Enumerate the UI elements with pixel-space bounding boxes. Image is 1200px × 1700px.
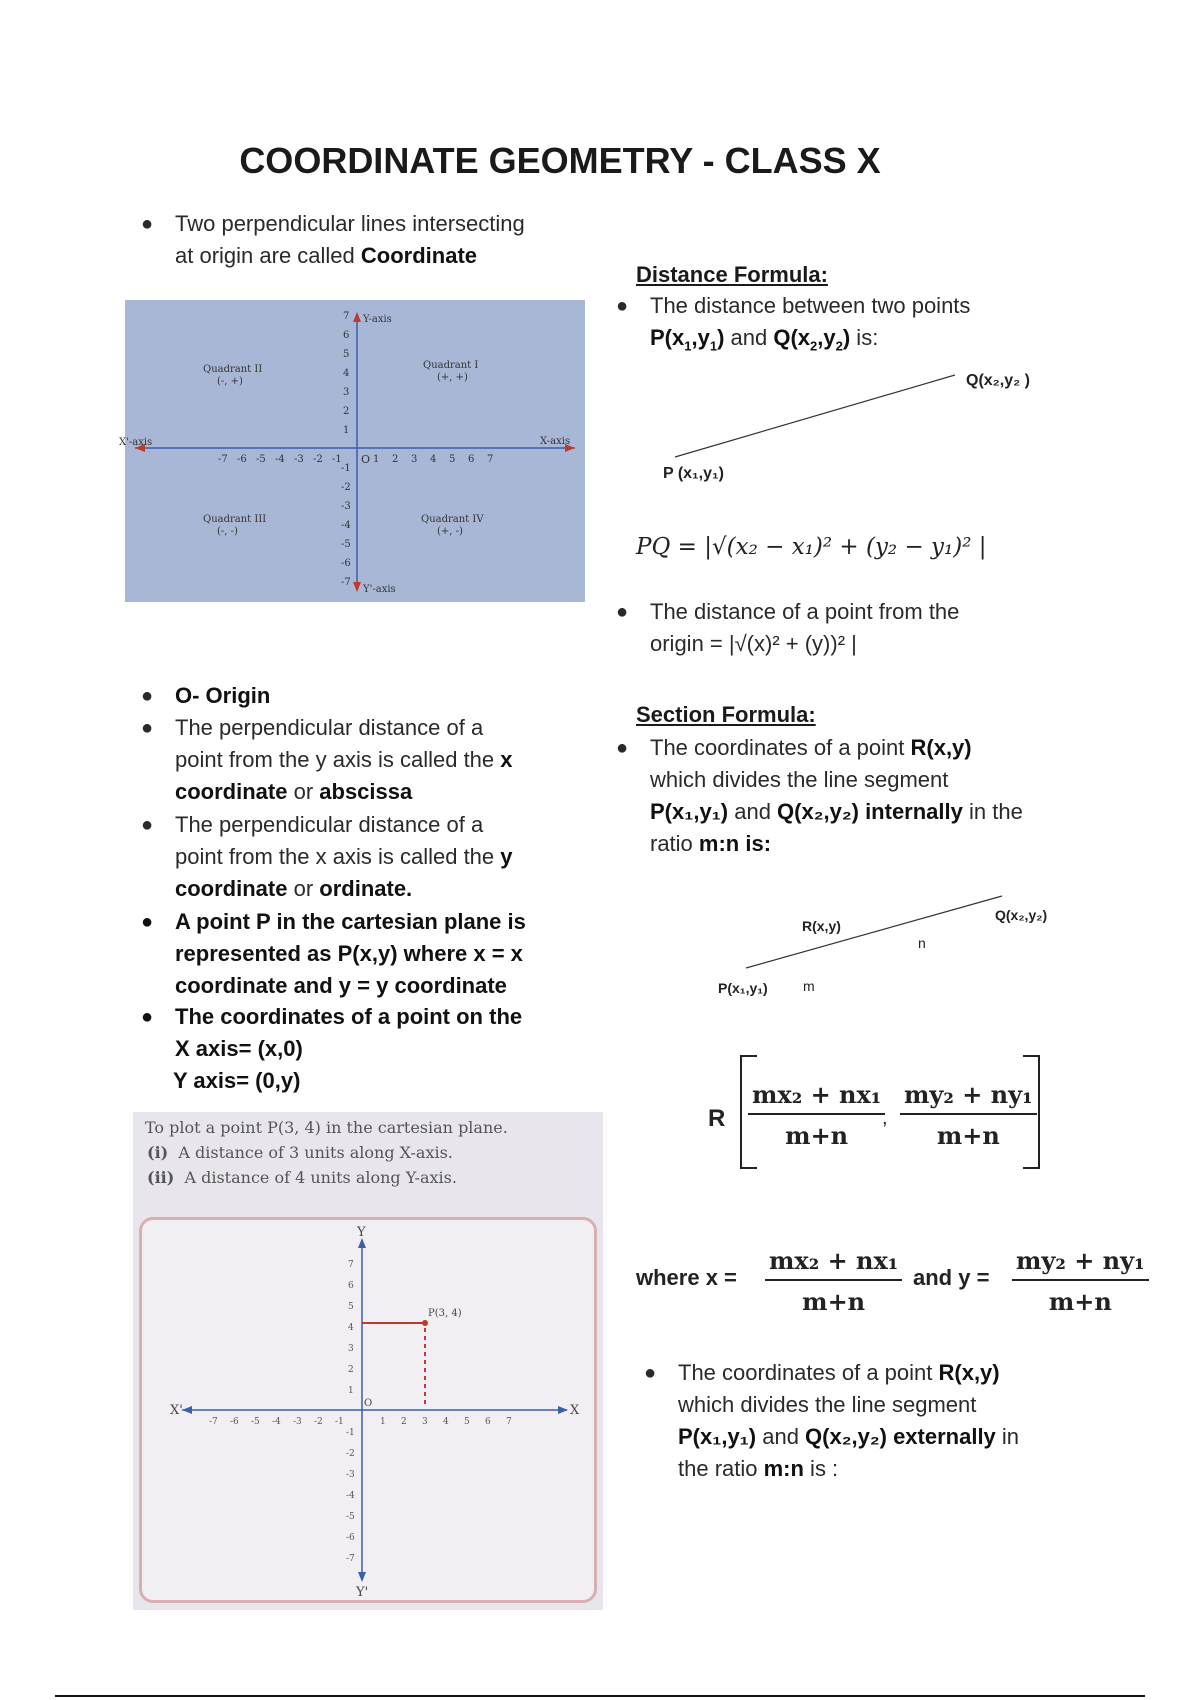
- axes-y-neg-tick: -2: [341, 482, 351, 493]
- axis-line1: The coordinates of a point on the: [175, 1004, 523, 1029]
- section-r-label: R(x,y): [802, 918, 841, 934]
- origin-distance-bullet: [616, 596, 1120, 660]
- plot-x-label: X: [570, 1403, 580, 1418]
- plot-y-tick: 4: [348, 1323, 354, 1333]
- section-formula-heading: Section Formula:: [636, 702, 816, 727]
- section-m-label: m: [803, 978, 815, 994]
- plot-x-neg-tick: -7: [209, 1417, 218, 1427]
- section-and: and: [728, 799, 778, 824]
- plot-x-tick: 3: [422, 1417, 428, 1427]
- plot-step2: [147, 1168, 457, 1187]
- fraction-y-num: my₂ + ny₁: [900, 1080, 1037, 1115]
- y-coord-bold2: ordinate.: [319, 876, 413, 901]
- step1-num: (i): [147, 1143, 169, 1162]
- axes-y-tick: 1: [343, 425, 350, 436]
- where-fraction-x: [765, 1246, 902, 1316]
- external-ratio: the ratio: [678, 1456, 764, 1481]
- section-line1-bold: R(x,y): [910, 735, 972, 760]
- pq-formula: PQ = |√(x₂ − x₁)² + (y₂ − y₁)² |: [636, 534, 987, 560]
- section-fraction-x: [748, 1080, 885, 1150]
- fraction-y-den: m+n: [936, 1121, 1000, 1150]
- y-coord-line1: The perpendicular distance of a: [175, 812, 484, 837]
- plot-x-tick: 7: [506, 1417, 512, 1427]
- y-axis-label: Y-axis: [363, 314, 392, 325]
- external-p: P(x₁,y₁): [678, 1424, 757, 1449]
- external-ratio-bold: m:n: [763, 1456, 804, 1481]
- axis-line2: X axis= (x,0): [175, 1036, 303, 1061]
- bullet-dot: ●: [141, 814, 154, 836]
- plot-y-neg-tick: -2: [346, 1449, 355, 1459]
- x-coord-bold2: abscissa: [319, 779, 413, 804]
- q3-label: Quadrant III: [203, 514, 267, 525]
- section-ratio-bold: m:n is:: [698, 831, 772, 856]
- x-coord-line2: point from the y axis is called the: [175, 747, 501, 772]
- fraction-x-num: mx₂ + nx₁: [748, 1080, 885, 1115]
- and-y-label: and y =: [913, 1265, 990, 1290]
- plot-x-tick: 6: [485, 1417, 491, 1427]
- fraction-comma: ,: [882, 1107, 888, 1129]
- plot-y-neg-tick: -1: [346, 1428, 355, 1438]
- axes-y-tick: 4: [343, 368, 350, 379]
- distance-is: is:: [850, 325, 879, 350]
- plot-y-tick: 1: [348, 1386, 354, 1396]
- axes-x-neg-tick: -3: [294, 454, 304, 465]
- axes-y-tick: 7: [343, 311, 350, 322]
- plot-step1: [147, 1143, 453, 1162]
- external-line2: which divides the line segment: [678, 1392, 977, 1417]
- plot-y-tick: 3: [348, 1344, 354, 1354]
- distance-p-label: P (x₁,y₁): [663, 465, 724, 482]
- x-coordinate-bullet: [141, 712, 595, 808]
- y-coord-line2: point from the x axis is called the: [175, 844, 501, 869]
- plot-y-neg-label: Y': [356, 1585, 369, 1600]
- section-n-label: n: [918, 935, 926, 951]
- intro-line2: at origin are called: [175, 243, 361, 268]
- axis-points-bullet: [141, 1001, 605, 1097]
- x-coord-line1: The perpendicular distance of a: [175, 715, 484, 740]
- distance-formula-heading: Distance Formula:: [636, 262, 828, 287]
- y-coordinate-bullet: [141, 809, 595, 905]
- origin-bullet: [141, 680, 595, 712]
- x-coord-bold1: coordinate: [175, 779, 288, 804]
- bullet-dot: ●: [616, 295, 629, 317]
- plot-y-tick: 6: [348, 1281, 354, 1291]
- point-bullet: [141, 906, 605, 1002]
- axes-ticks: [218, 311, 493, 588]
- where-y-fraction: [1012, 1246, 1149, 1316]
- plot-ticks: [209, 1260, 512, 1564]
- section-fraction-y: [900, 1080, 1037, 1150]
- q1-sign: (+, +): [437, 372, 468, 383]
- plot-point-p: [422, 1320, 428, 1326]
- axes-y-neg-tick: -1: [341, 463, 351, 474]
- where-fraction-y-den: m+n: [1048, 1287, 1112, 1316]
- footer-rule: [55, 1695, 1145, 1697]
- bullet-dot: ●: [141, 213, 154, 235]
- plot-x-tick: 5: [464, 1417, 470, 1427]
- section-p: P(x₁,y₁): [650, 799, 729, 824]
- fraction-y: [900, 1080, 1037, 1150]
- plot-x-arrow-icon: [558, 1406, 568, 1414]
- bullet-dot: ●: [616, 737, 629, 759]
- plot-y-neg-tick: -5: [346, 1512, 355, 1522]
- where-fraction-y-num: my₂ + ny₁: [1012, 1246, 1149, 1281]
- section-r-symbol: R: [708, 1105, 726, 1132]
- y-arrow-icon: [353, 312, 361, 322]
- external-q: Q(x₂,y₂): [805, 1424, 887, 1449]
- plot-frame: [139, 1217, 597, 1603]
- axes-y-neg-tick: -7: [341, 577, 351, 588]
- axes-photo: [119, 300, 585, 602]
- plot-y-tick: 2: [348, 1365, 354, 1375]
- x-neg-axis-label: X'-axis: [119, 437, 153, 448]
- intro-line1: Two perpendicular lines intersecting: [175, 211, 525, 236]
- distance-bullet: [616, 290, 1110, 362]
- axes-x-tick: 6: [468, 454, 475, 465]
- section-ratio: ratio: [650, 831, 699, 856]
- plot-x-neg-tick: -5: [251, 1417, 260, 1427]
- distance-p: $P(x_1,y_1)$: [650, 325, 725, 354]
- point-line1: A point P in the cartesian plane is: [175, 909, 526, 934]
- external-bullet: [644, 1357, 1118, 1485]
- plot-y-neg-arrow-icon: [358, 1572, 366, 1582]
- origin-distance-line1: The distance of a point from the: [650, 599, 960, 624]
- q4-sign: (+, -): [437, 526, 463, 537]
- q3-sign: (-, -): [217, 526, 238, 537]
- plot-origin-label: O: [364, 1398, 373, 1409]
- axes-x-tick: 3: [411, 454, 418, 465]
- plot-x-neg-tick: -6: [230, 1417, 239, 1427]
- bullet-dot: ●: [644, 1362, 657, 1384]
- fraction-x: [748, 1080, 885, 1150]
- axes-y-tick: 5: [343, 349, 350, 360]
- distance-q-label: Q(x₂,y₂ ): [966, 372, 1031, 389]
- where-x-label: where x =: [636, 1265, 737, 1290]
- distance-segment: [675, 375, 955, 457]
- step2-num: (ii): [147, 1168, 175, 1187]
- plot-photo: [133, 1112, 603, 1610]
- plot-y-neg-tick: -3: [346, 1470, 355, 1480]
- axes-y-neg-tick: -5: [341, 539, 351, 550]
- plot-y-tick: 7: [348, 1260, 354, 1270]
- axes-x-neg-tick: -1: [332, 454, 342, 465]
- where-fraction-y: [1012, 1246, 1149, 1316]
- q1-label: Quadrant I: [423, 360, 479, 371]
- q4-label: Quadrant IV: [421, 514, 484, 525]
- plot-x-neg-tick: -2: [314, 1417, 323, 1427]
- origin-label: O: [361, 453, 371, 466]
- external-and: and: [756, 1424, 806, 1449]
- where-fraction-x-den: m+n: [802, 1287, 866, 1316]
- bullet-dot: ●: [616, 601, 629, 623]
- intro-bullet: [141, 208, 595, 272]
- axes-x-neg-tick: -7: [218, 454, 228, 465]
- distance-and: and: [724, 325, 774, 350]
- plot-x-neg-arrow-icon: [182, 1406, 192, 1414]
- axes-x-neg-tick: -6: [237, 454, 247, 465]
- fraction-x-den: m+n: [785, 1121, 849, 1150]
- section-diagram: [740, 890, 1010, 970]
- q2-label: Quadrant II: [203, 364, 263, 375]
- axes-x-tick: 2: [392, 454, 399, 465]
- x-axis-label: X-axis: [540, 436, 571, 447]
- axes-y-neg-tick: -3: [341, 501, 351, 512]
- external-externally: externally: [886, 1424, 996, 1449]
- bullet-dot: ●: [141, 685, 154, 707]
- where-fraction-x-num: mx₂ + nx₁: [765, 1246, 902, 1281]
- section-segment: [746, 896, 1002, 968]
- distance-line1: The distance between two points: [650, 293, 971, 318]
- origin-distance-formula: origin = |√(x)² + (y))² |: [650, 631, 857, 656]
- section-in-the: in the: [962, 799, 1023, 824]
- plot-y-label: Y: [357, 1225, 366, 1240]
- bullet-dot: ●: [141, 911, 154, 933]
- x-coord-line2-bold: x: [500, 747, 513, 772]
- axes-x-neg-tick: -5: [256, 454, 266, 465]
- plot-point-label: P(3, 4): [428, 1308, 462, 1319]
- axes-y-tick: 6: [343, 330, 350, 341]
- external-is: is :: [803, 1456, 839, 1481]
- axes-x-tick: 4: [430, 454, 437, 465]
- plot-y-neg-tick: -4: [346, 1491, 355, 1501]
- axes-diagram: [119, 300, 585, 602]
- plot-x-neg-label: X': [170, 1403, 183, 1418]
- section-internally: internally: [858, 799, 963, 824]
- y-coord-or: or: [287, 876, 320, 901]
- axes-x-neg-tick: -4: [275, 454, 285, 465]
- section-p-label: P(x₁,y₁): [718, 980, 768, 996]
- bullet-dot: ●: [141, 1006, 154, 1028]
- bullet-dot: ●: [141, 717, 154, 739]
- plot-x-neg-tick: -1: [335, 1417, 344, 1427]
- point-line2: represented as P(x,y) where x = x: [175, 941, 523, 966]
- external-line1-bold: R(x,y): [938, 1360, 1000, 1385]
- section-bullet: [616, 732, 1120, 860]
- section-line1: The coordinates of a point: [650, 735, 911, 760]
- external-line1: The coordinates of a point: [678, 1360, 939, 1385]
- axes-x-neg-tick: -2: [313, 454, 323, 465]
- plot-diagram: [142, 1220, 594, 1600]
- step2-text: A distance of 4 units along Y-axis.: [184, 1168, 457, 1187]
- distance-diagram: [660, 365, 960, 465]
- section-q: Q(x₂,y₂): [777, 799, 859, 824]
- origin-text: O- Origin: [175, 683, 271, 708]
- step1-text: A distance of 3 units along X-axis.: [178, 1143, 453, 1162]
- y-coord-bold1: coordinate: [175, 876, 288, 901]
- page-title: COORDINATE GEOMETRY - CLASS X: [239, 140, 881, 181]
- plot-x-neg-tick: -4: [272, 1417, 281, 1427]
- axes-x-tick: 1: [373, 454, 380, 465]
- plot-x-tick: 2: [401, 1417, 407, 1427]
- axes-x-tick: 7: [487, 454, 494, 465]
- external-in: in: [995, 1424, 1020, 1449]
- plot-heading: To plot a point P(3, 4) in the cartesian plane.: [145, 1118, 508, 1137]
- y-coord-line2-bold: y: [500, 844, 513, 869]
- y-neg-arrow-icon: [353, 582, 361, 592]
- plot-y-tick: 5: [348, 1302, 354, 1312]
- plot-x-neg-tick: -3: [293, 1417, 302, 1427]
- y-neg-axis-label: Y'-axis: [363, 584, 396, 595]
- axes-x-tick: 5: [449, 454, 456, 465]
- axes-y-tick: 2: [343, 406, 350, 417]
- plot-x-tick: 1: [380, 1417, 386, 1427]
- axes-y-neg-tick: -4: [341, 520, 351, 531]
- axis-line3: Y axis= (0,y): [173, 1068, 301, 1093]
- intro-line2-bold: Coordinate: [360, 243, 478, 268]
- section-q-label: Q(x₂,y₂): [995, 907, 1048, 923]
- plot-y-neg-tick: -7: [346, 1554, 355, 1564]
- axes-y-tick: 3: [343, 387, 350, 398]
- where-x-fraction: [765, 1246, 902, 1316]
- section-line2: which divides the line segment: [650, 767, 949, 792]
- distance-q: $Q(x_2,y_2)$: [773, 325, 851, 354]
- point-line3: coordinate and y = y coordinate: [175, 973, 507, 998]
- plot-x-tick: 4: [443, 1417, 449, 1427]
- plot-y-neg-tick: -6: [346, 1533, 355, 1543]
- q2-sign: (-, +): [217, 376, 243, 387]
- axes-y-neg-tick: -6: [341, 558, 351, 569]
- x-coord-or: or: [287, 779, 320, 804]
